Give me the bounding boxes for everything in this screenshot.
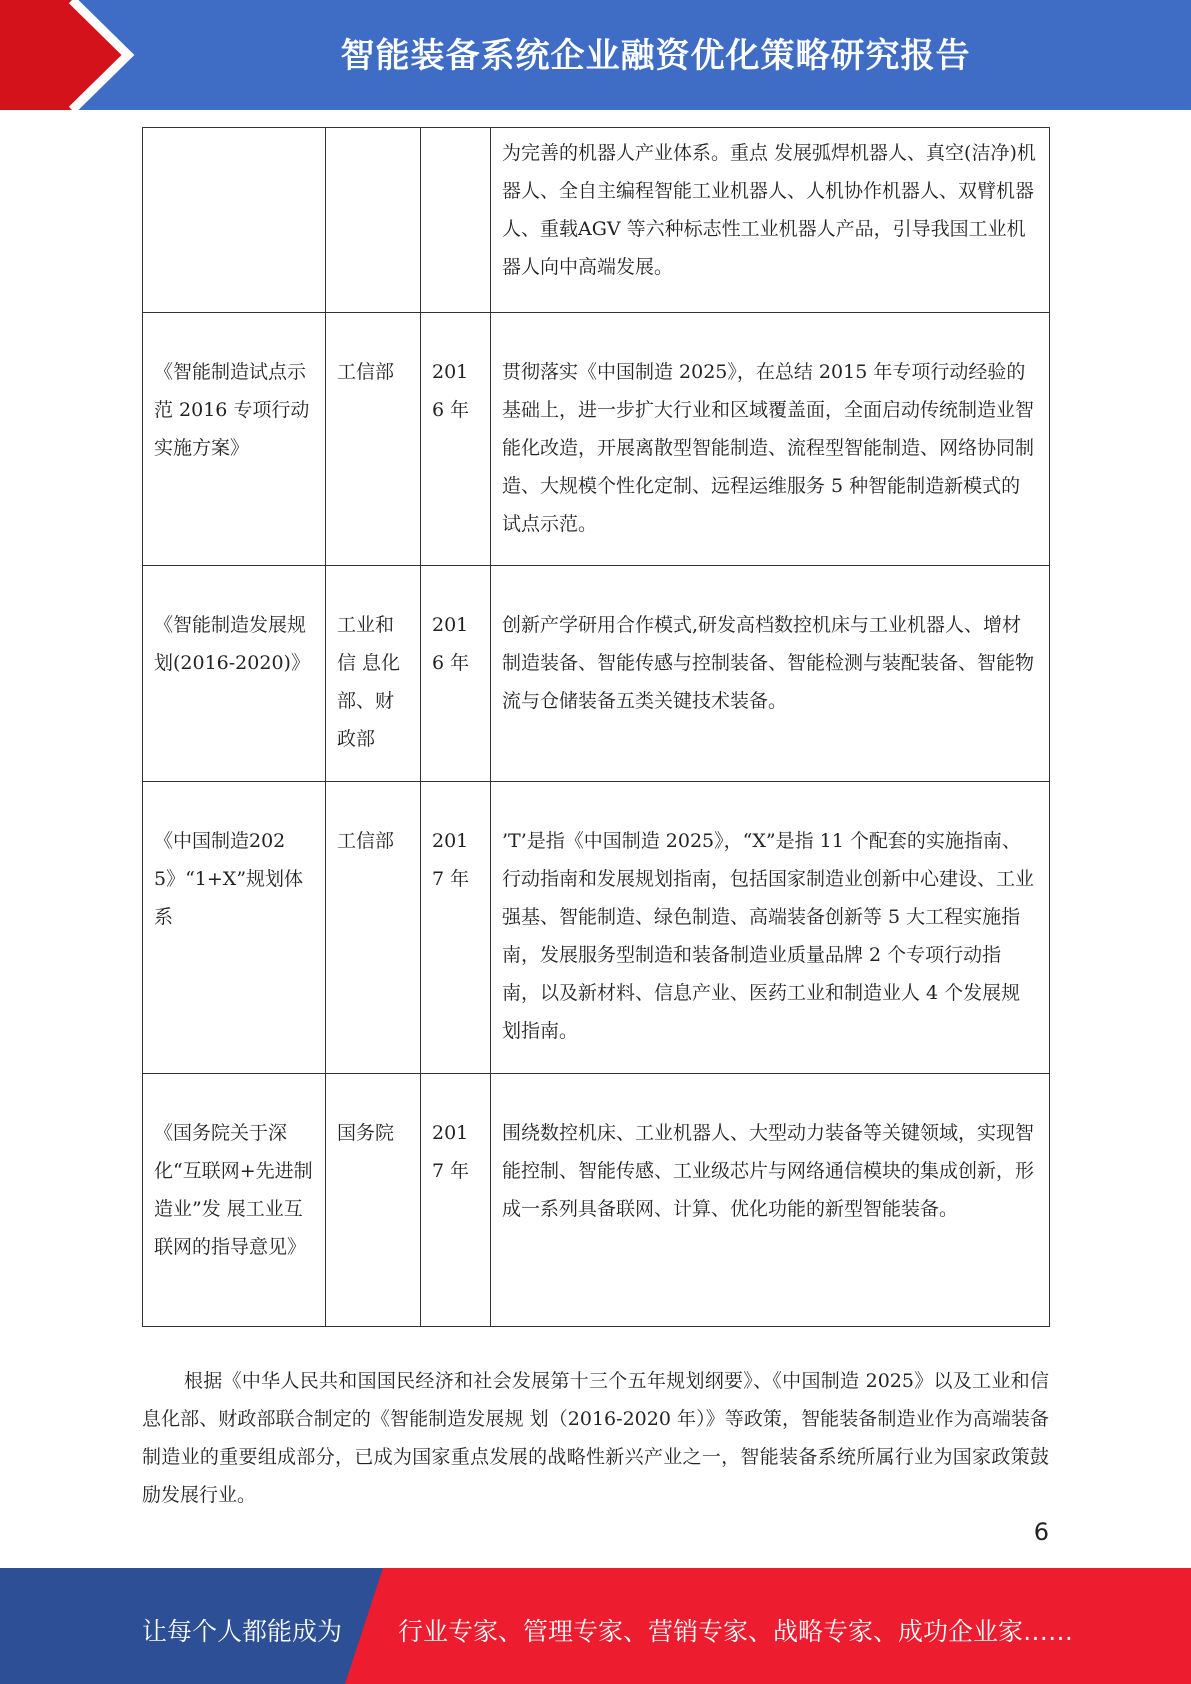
policy-year-cell: 2017 年 xyxy=(421,1074,491,1327)
header-title: 智能装备系统企业融资优化策略研究报告 xyxy=(340,36,971,76)
policy-name-cell: 《智能制造发展规划(2016-2020)》 xyxy=(143,566,326,782)
page-number: 6 xyxy=(1033,1518,1049,1546)
policy-dept-cell xyxy=(326,128,421,313)
policy-dept-cell: 工信部 xyxy=(326,782,421,1074)
policy-name-cell: 《智能制造试点示范 2016 专项行动实施方案》 xyxy=(143,313,326,566)
policy-content-cell: 创新产学研用合作模式,研发高档数控机床与工业机器人、增材制造装备、智能传感与控制装备、智能检测与装配装备、智能物流与仓储装备五类关键技术装备。 xyxy=(491,566,1050,782)
policy-content-cell: 贯彻落实《中国制造 2025》，在总结 2015 年专项行动经验的基础上，进一步扩大行业和区域覆盖面，全面启动传统制造业智能化改造，开展离散型智能制造、流程型智能制造、网络协同制造、大规模个性化定制、远程运维服务 5 种智能制造新模式的试点示范。 xyxy=(491,313,1050,566)
policy-name-cell xyxy=(143,128,326,313)
policy-name-cell: 《国务院关于深化“互联网+先进制造业”发 展工业互联网的指导意见》 xyxy=(143,1074,326,1327)
footer-slogan-left: 让每个人都能成为 xyxy=(142,1617,343,1646)
policy-year-cell xyxy=(421,128,491,313)
policy-year-cell: 2016 年 xyxy=(421,313,491,566)
table-row xyxy=(143,566,1050,782)
table-row xyxy=(143,1074,1050,1327)
policy-dept-cell: 国务院 xyxy=(326,1074,421,1327)
table-row xyxy=(143,313,1050,566)
policy-content-cell: ’T’是指《中国制造 2025》，“X”是指 11 个配套的实施指南、行动指南和发展规划指南，包括国家制造业创新中心建设、工业强基、智能制造、绿色制造、高端装备创新等 5 大工程实施指南，发展服务型制造和装备制造业质量品牌 2 个专项行动指南，以及新材料、信息产业、医药工业和制造业人 4 个发展规划指南。 xyxy=(491,782,1050,1074)
table-row xyxy=(143,128,1050,313)
table-row xyxy=(143,782,1050,1074)
policy-content-cell: 围绕数控机床、工业机器人、大型动力装备等关键领域，实现智能控制、智能传感、工业级芯片与网络通信模块的集成创新，形成一系列具备联网、计算、优化功能的新型智能装备。 xyxy=(491,1074,1050,1327)
page-header xyxy=(0,0,1191,110)
page-footer xyxy=(0,1568,1191,1684)
policy-table xyxy=(142,127,1050,1327)
header-red-chevron xyxy=(0,0,160,110)
body-paragraph: 根据《中华人民共和国国民经济和社会发展第十三个五年规划纲要》、《中国制造 2025》以及工业和信息化部、财政部联合制定的《智能制造发展规 划（2016-2020 年）》等政策，智能装备制造业作为高端装备制造业的重要组成部分，已成为国家重点发展的战略性新兴产业之一，智能装备系统所属行业为国家政策鼓励发展行业。 xyxy=(142,1370,1049,1506)
footer-slogan-right: 行业专家、管理专家、营销专家、战略专家、成功企业家…… xyxy=(398,1617,1074,1646)
policy-year-cell: 2017 年 xyxy=(421,782,491,1074)
policy-year-cell: 2016 年 xyxy=(421,566,491,782)
policy-dept-cell: 工信部 xyxy=(326,313,421,566)
policy-dept-cell: 工业和信 息化部、财政部 xyxy=(326,566,421,782)
policy-content-cell: 为完善的机器人产业体系。重点 发展弧焊机器人、真空(洁净)机器人、全自主编程智能工业机器人、人机协作机器人、双臂机器 人、重载AGV 等六种标志性工业机器人产品，引导我国工业机器人向中高端发展。 xyxy=(491,128,1050,313)
policy-name-cell: 《中国制造2025》“1+X”规划体系 xyxy=(143,782,326,1074)
